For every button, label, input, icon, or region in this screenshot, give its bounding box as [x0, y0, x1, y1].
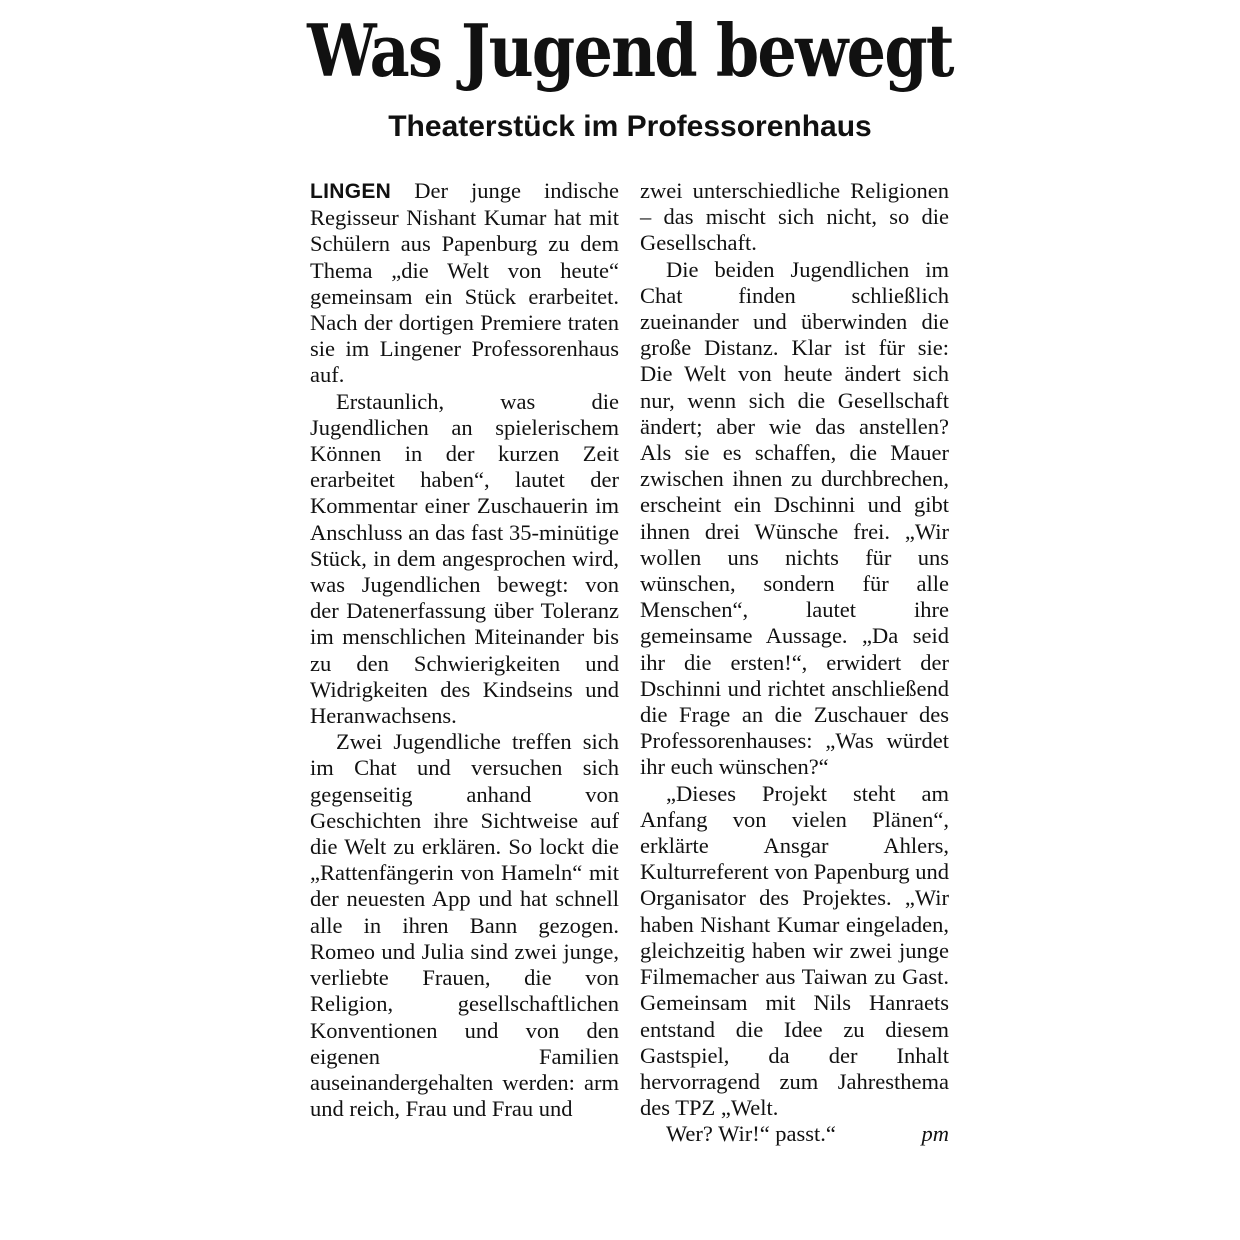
paragraph-text: Der junge indische Regisseur Nishant Kumar hat mit Schülern aus Papenburg zu dem Thema „die Welt von heute“ gemeinsam ein Stück erarbeitet. Nach der dortigen Premiere traten sie im Lingener Professorenhaus auf. — [310, 178, 620, 388]
article-closing-line — [640, 1121, 949, 1147]
article-headline: Was Jugend bewegt — [307, 8, 953, 93]
text-column-left — [310, 178, 619, 1122]
article-paragraph — [310, 178, 619, 389]
closing-quote: Wer? Wir!“ passt.“ — [666, 1121, 836, 1147]
article-paragraph: Die beiden Jugendlichen im Chat finden schließlich zueinander und überwinden die große Distanz. Klar ist für sie: Die Welt von heute ändert sich nur, wenn sich die Gesellschaft ändert; aber wie das anstellen? Als sie es schaffen, die Mauer zwischen ihnen zu durchbrechen, erscheint ein Dschinni und gibt ihnen drei Wünsche frei. „Wir wollen uns nichts für uns wünschen, sondern für alle Menschen“, lautet ihre gemeinsame Aussage. „Da seid ihr die ersten!“, erwidert der Dschinni und richtet anschließend die Frage an die Zuschauer des Professorenhauses: „Was würdet ihr euch wünschen?“ — [640, 256, 949, 780]
article-subheadline: Theaterstück im Professorenhaus — [388, 110, 872, 143]
dateline: LINGEN — [310, 180, 392, 203]
author-initials: pm — [921, 1121, 949, 1147]
article-paragraph-continued: zwei unterschiedliche Religionen – das mischt sich nicht, so die Gesellschaft. — [640, 178, 949, 256]
article-paragraph: Erstaunlich, was die Jugendlichen an spielerischem Können in der kurzen Zeit erarbeitet haben“, lautet der Kommentar einer Zuschauerin im Anschluss an das fast 35-minütige Stück, in dem angesprochen wird, was Jugendlichen bewegt: von der Datenerfassung über Toleranz im menschlichen Miteinander bis zu den Schwierigkeiten und Widrigkeiten des Kindseins und Heranwachsens. — [310, 388, 619, 729]
text-column-right — [640, 178, 949, 1148]
article-paragraph: Zwei Jugendliche treffen sich im Chat und versuchen sich gegenseitig anhand von Geschichten ihre Sichtweise auf die Welt zu erklären. So lockt die „Rattenfängerin von Hameln“ mit der neuesten App und hat schnell alle in ihren Bann gezogen. Romeo und Julia sind zwei junge, verliebte Frauen, die von Religion, gesellschaftlichen Konventionen und von den eigenen Familien auseinandergehalten werden: arm und reich, Frau und Frau und — [310, 729, 619, 1122]
article-paragraph: „Dieses Projekt steht am Anfang von vielen Plänen“, erklärte Ansgar Ahlers, Kulturreferent von Papenburg und Organisator des Projektes. „Wir haben Nishant Kumar eingeladen, gleichzeitig haben wir zwei junge Filmemacher aus Taiwan zu Gast. Gemeinsam mit Nils Hanraets entstand die Idee zu diesem Gastspiel, da der Inhalt hervorragend zum Jahresthema des TPZ „Welt. — [640, 780, 949, 1121]
